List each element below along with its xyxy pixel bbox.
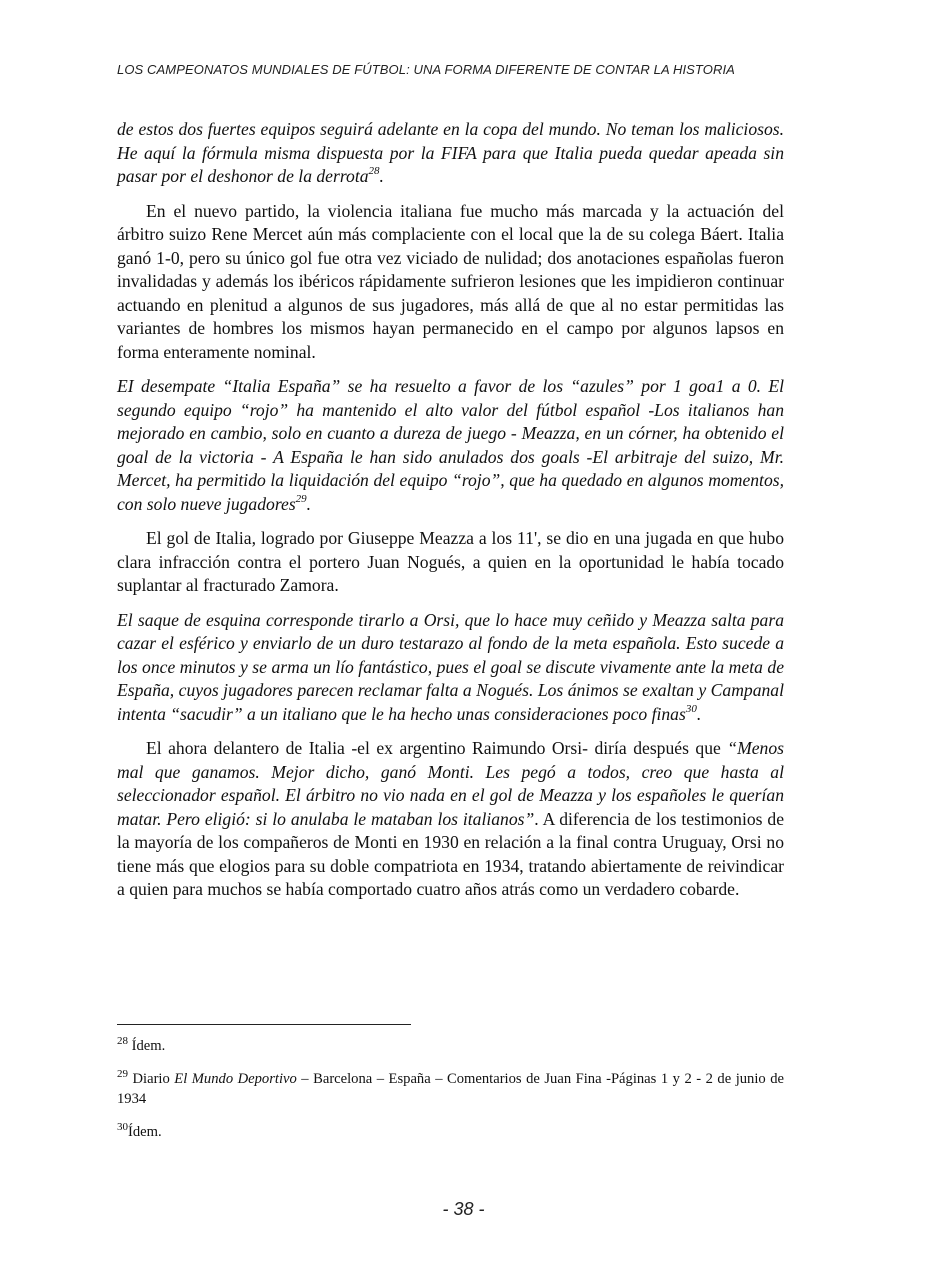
body-paragraph	[117, 737, 784, 902]
footnote-text: Diario	[128, 1071, 175, 1087]
paragraph-text: . A diferencia de los testimonios de la mayoría de los compañeros de Monti en 1930 en relación a la final contra Uruguay, Orsi no tiene más que elogios para su doble compatriota en 1934, tratando abiertamente de reivindicar a quien para muchos se había comportado cuatro años atrás como un verdadero cobarde.	[117, 808, 785, 899]
footnote-text: Ídem.	[128, 1124, 162, 1140]
footnote-ref[interactable]: 30	[685, 702, 697, 715]
footnote-28	[117, 1036, 784, 1056]
body-paragraph: En el nuevo partido, la violencia italiana fue mucho más marcada y la actuación del árbitro suizo Rene Mercet aún más complaciente con el local que la de su colega Báert. Italia ganó 1-0, pero su único gol fue otra vez viciado de nulidad; dos anotaciones españolas fueron invalidadas y además los ibéricos rápidamente sufrieron lesiones que les impidieron continuar actuando en plenitud a algunos de sus jugadores, más allá de que al no estar permitidas las variantes de hombres los mismos hayan permanecido en el campo por algunos lapsos en forma enteramente nominal.	[117, 200, 784, 362]
main-text	[117, 118, 784, 913]
running-header: LOS CAMPEONATOS MUNDIALES DE FÚTBOL: UNA FORMA DIFERENTE DE CONTAR LA HISTORIA	[117, 62, 735, 77]
page-number: - 38 -	[442, 1199, 485, 1219]
body-paragraph: El gol de Italia, logrado por Giuseppe Meazza a los 11', se dio en una jugada en que hubo clara infracción contra el portero Juan Nogués, a quien en la oportunidad le había tocado suplantar al fracturado Zamora.	[117, 528, 784, 595]
quote-paragraph	[117, 609, 784, 727]
paragraph-end: .	[696, 703, 702, 724]
footnotes	[117, 1036, 784, 1155]
footnote-30	[117, 1122, 784, 1142]
quote-paragraph	[117, 375, 784, 516]
footnote-text: Ídem.	[128, 1038, 166, 1054]
footnote-divider	[117, 1024, 411, 1025]
footnote-29	[117, 1069, 784, 1109]
footnote-number: 28	[117, 1035, 128, 1047]
publication-title: El Mundo Deportivo	[174, 1071, 297, 1087]
footnote-ref[interactable]: 29	[295, 492, 307, 505]
footnote-number: 30	[117, 1121, 128, 1133]
paragraph-end: .	[379, 166, 384, 186]
quote-paragraph	[117, 118, 784, 189]
paragraph-text: de estos dos fuertes equipos seguirá adelante en la copa del mundo. No teman los maliciosos. He aquí la fórmula misma dispuesta por la FIFA para que Italia pueda quedar apeada sin pasar por el deshonor de la derrota	[117, 119, 784, 186]
footnote-text: – Barcelona – España – Comentarios de Juan Fina -Páginas 1 y 2 - 2 de junio de 1934	[117, 1071, 784, 1107]
inline-quote: “Menos mal que ganamos. Mejor dicho, ganó Monti. Les pegó a todos, creo que hasta al seleccionador español. El árbitro no vio nada en el gol de Meazza y los españoles le querían matar. Pero eligió: si lo anulaba le mataban los italianos”	[117, 738, 784, 829]
paragraph-text: El ahora delantero de Italia -el ex argentino Raimundo Orsi- diría después que	[146, 738, 728, 758]
paragraph-text: EI desempate “Italia España” se ha resuelto a favor de los “azules” por 1 goa1 a 0. El segundo equipo “rojo” ha mantenido el alto valor del fútbol español -Los italianos han mejorado en cambio, solo en cuanto a dureza de juego - Meazza, en un córner, ha obtenido el goal de la victoria - A España le han sido anulados dos goals -El arbitraje del suizo, Mr. Mercet, ha permitido la liquidación del equipo “rojo”, que ha quedado en algunos momentos, con solo nueve jugadores	[117, 376, 784, 514]
footnote-number: 29	[117, 1068, 128, 1080]
paragraph-end: .	[306, 493, 312, 514]
footnote-ref[interactable]: 28	[368, 165, 380, 177]
paragraph-text: El saque de esquina corresponde tirarlo a Orsi, que lo hace muy ceñido y Meazza salta para cazar el esférico y enviarlo de un duro testarazo al fondo de la meta española. Esto sucede a los once minutos y se arma un lío fantástico, pues el goal se discute vivamente ante la meta de España, cuyos jugadores parecen reclamar falta a Nogués. Los ánimos se exaltan y Campanal intenta “sacudir” a un italiano que le ha hecho unas consideraciones poco finas	[117, 609, 784, 724]
